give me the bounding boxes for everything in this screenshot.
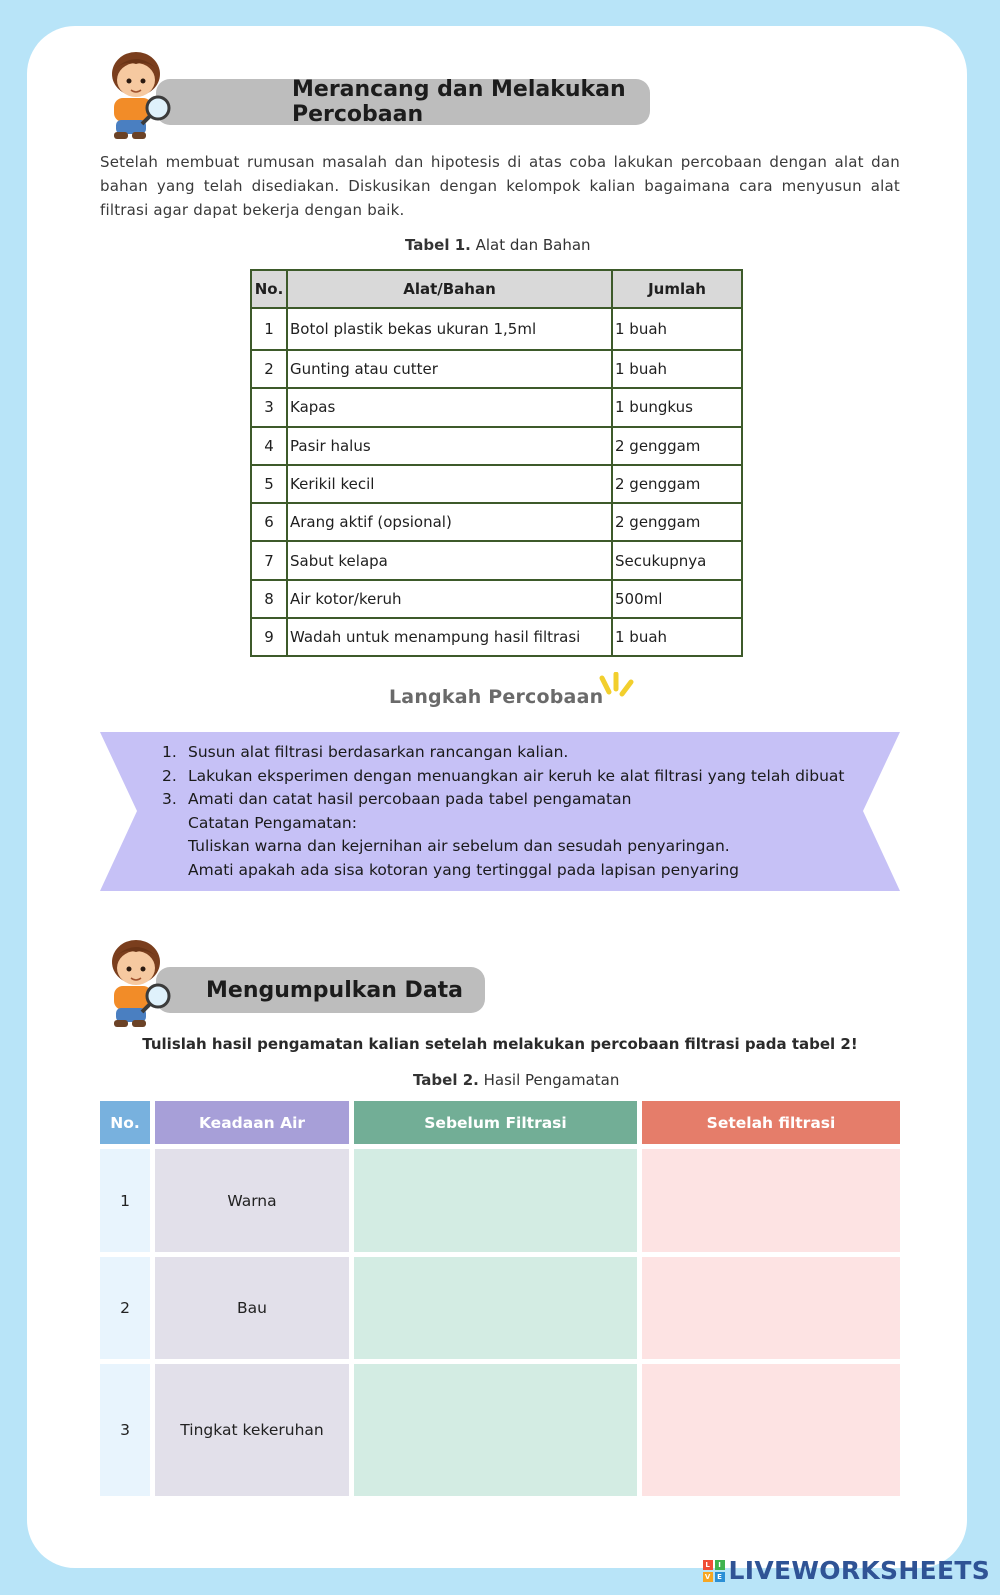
liveworksheets-logo (703, 1556, 990, 1585)
table1-caption: Tabel 1. Alat dan Bahan (405, 236, 591, 254)
step-item: 1. Susun alat filtrasi berdasarkan rancangan kalian. (162, 743, 569, 761)
intro-paragraph: Setelah membuat rumusan masalah dan hipotesis di atas coba lakukan percobaan dengan alat dan bahan yang telah disediakan. Diskusikan dengan kelompok kalian bagaimana cara menyusun alat filtrasi agar dapat bekerja dengan baik. (100, 153, 900, 219)
cell-item: Air kotor/keruh (287, 580, 612, 618)
sparkle-icon (596, 672, 636, 702)
input-setelah-bau[interactable] (642, 1257, 900, 1359)
col-header-sebelum: Sebelum Filtrasi (354, 1101, 637, 1144)
cell-no: 3 (251, 388, 287, 426)
cell-item: Gunting atau cutter (287, 350, 612, 388)
table2-caption: Tabel 2. Hasil Pengamatan (413, 1071, 620, 1089)
cell-no: 7 (251, 541, 287, 579)
input-sebelum-bau[interactable] (354, 1257, 637, 1359)
cell-qty: Secukupnya (612, 541, 742, 579)
cell-qty: 1 bungkus (612, 388, 742, 426)
logo-text: LIVEWORKSHEETS (728, 1556, 990, 1585)
table-row (251, 308, 742, 350)
cell-item: Kerikil kecil (287, 465, 612, 503)
col-header-no: No. (251, 270, 287, 308)
cell-no: 4 (251, 427, 287, 465)
cell-qty: 2 genggam (612, 503, 742, 541)
step-item: 2. Lakukan eksperimen dengan menuangkan air keruh ke alat filtrasi yang telah dibuat (162, 766, 845, 785)
step-note: Catatan Pengamatan: (188, 813, 357, 832)
cell-no: 6 (251, 503, 287, 541)
col-header-qty: Jumlah (612, 270, 742, 308)
cell-keadaan: Bau (155, 1257, 349, 1359)
cell-keadaan: Tingkat kekeruhan (155, 1364, 349, 1496)
table-row (251, 618, 742, 656)
cell-item: Arang aktif (opsional) (287, 503, 612, 541)
input-sebelum-warna[interactable] (354, 1149, 637, 1252)
col-header-no: No. (100, 1101, 150, 1144)
section-title-pill (156, 967, 485, 1013)
steps-list (162, 741, 862, 882)
step-note: Amati apakah ada sisa kotoran yang tertinggal pada lapisan penyaring (188, 860, 739, 879)
boy-magnifier-icon (96, 934, 176, 1034)
input-setelah-warna[interactable] (642, 1149, 900, 1252)
cell-no: 2 (100, 1257, 150, 1359)
step-item: 3. Amati dan catat hasil percobaan pada tabel pengamatan (162, 790, 632, 808)
cell-item: Kapas (287, 388, 612, 426)
cell-no: 3 (100, 1364, 150, 1496)
section-title-pill (156, 79, 650, 125)
table-row (251, 580, 742, 618)
cell-no: 9 (251, 618, 287, 656)
input-setelah-kekeruhan[interactable] (642, 1364, 900, 1496)
cell-qty: 2 genggam (612, 427, 742, 465)
section-title: Mengumpulkan Data (206, 977, 464, 1003)
col-header-keadaan: Keadaan Air (155, 1101, 349, 1144)
cell-item: Sabut kelapa (287, 541, 612, 579)
col-header-item: Alat/Bahan (287, 270, 612, 308)
cell-no: 1 (251, 308, 287, 350)
table-row (251, 350, 742, 388)
cell-no: 1 (100, 1149, 150, 1252)
cell-qty: 500ml (612, 580, 742, 618)
table-row (251, 388, 742, 426)
cell-item: Botol plastik bekas ukuran 1,5ml (287, 308, 612, 350)
col-header-setelah: Setelah filtrasi (642, 1101, 900, 1144)
cell-qty: 1 buah (612, 618, 742, 656)
table-row (251, 427, 742, 465)
cell-item: Pasir halus (287, 427, 612, 465)
table-row (251, 465, 742, 503)
section-header-mengumpulkan (96, 932, 496, 1032)
cell-item: Wadah untuk menampung hasil filtrasi (287, 618, 612, 656)
cell-no: 8 (251, 580, 287, 618)
input-sebelum-kekeruhan[interactable] (354, 1364, 637, 1496)
steps-title: Langkah Percobaan (389, 686, 604, 708)
table-header-row (251, 270, 742, 308)
materials-table (250, 269, 743, 657)
step-note: Tuliskan warna dan kejernihan air sebelum dan sesudah penyaringan. (188, 837, 730, 855)
logo-mark-icon: L I V E (703, 1560, 725, 1582)
table-row (251, 541, 742, 579)
instruction-text: Tulislah hasil pengamatan kalian setelah melakukan percobaan filtrasi pada tabel 2! (142, 1035, 858, 1053)
cell-qty: 2 genggam (612, 465, 742, 503)
section-title: Merancang dan Melakukan Percobaan (292, 77, 626, 127)
cell-no: 2 (251, 350, 287, 388)
cell-keadaan: Warna (155, 1149, 349, 1252)
section-header-merancang (96, 44, 656, 144)
table-row (251, 503, 742, 541)
cell-qty: 1 buah (612, 308, 742, 350)
boy-magnifier-icon (96, 46, 176, 146)
cell-no: 5 (251, 465, 287, 503)
cell-qty: 1 buah (612, 350, 742, 388)
